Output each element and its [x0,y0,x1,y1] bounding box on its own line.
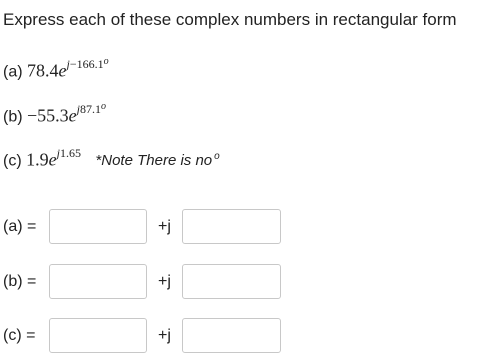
answer-a-label: (a) = [3,218,37,235]
question-a [3,56,109,82]
question-b-base: e [68,105,77,126]
answer-a-imag-input[interactable] [182,209,281,244]
question-c-base: e [48,149,57,170]
question-b-exponent [77,102,106,116]
question-b-exponent-j: j [76,102,81,116]
question-c-note-text: *Note There is no [95,152,213,170]
question-b-exponent-value: 87.1 [80,102,102,116]
question-a-degree: o [103,56,109,67]
answer-a-real-input[interactable] [49,209,147,244]
answer-row-c [0,318,501,356]
question-a-magnitude: 78.4 [27,60,59,81]
question-a-exponent-j: j [66,57,70,71]
question-c-note-degree: o [214,151,220,163]
question-a-exponent-value: −166.1 [69,57,104,71]
question-b-magnitude: −55.3 [27,105,69,126]
answer-b-label: (b) = [3,273,37,290]
question-b [3,101,106,127]
prompt-text: Express each of these complex numbers in rectangular form [3,10,457,29]
answer-row-b [0,264,501,302]
answer-b-real-input[interactable] [49,264,147,299]
question-b-label: (b) [3,108,23,126]
answer-c-label: (c) = [3,327,36,344]
question-c [3,145,220,173]
answer-b-imag-input[interactable] [182,264,281,299]
question-c-magnitude: 1.9 [26,149,49,170]
question-b-degree: o [101,101,107,112]
question-a-base: e [58,60,67,81]
question-c-label: (c) [3,152,22,170]
question-c-exponent-value: 1.65 [59,146,81,160]
answer-a-plus-j: +j [158,218,171,235]
answer-c-plus-j: +j [158,327,171,344]
answer-c-real-input[interactable] [49,318,147,353]
question-c-exponent [57,146,81,160]
answer-c-imag-input[interactable] [182,318,281,353]
answer-b-plus-j: +j [158,273,171,290]
question-c-note [95,152,219,169]
question-c-exponent-j: j [56,146,60,160]
answer-row-a [0,209,501,247]
question-a-exponent [67,57,109,71]
question-a-label: (a) [3,63,23,81]
